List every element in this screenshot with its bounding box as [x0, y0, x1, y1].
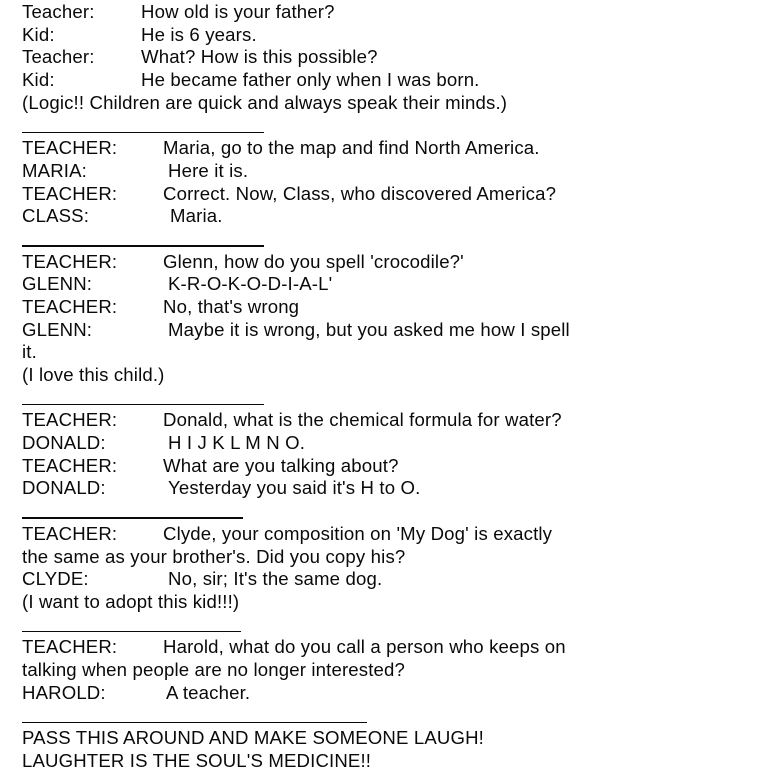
- section-divider: [22, 114, 762, 137]
- dialogue-line: [22, 319, 762, 342]
- dialogue-line: [22, 183, 762, 206]
- speaker-label: TEACHER:: [22, 522, 118, 544]
- joke-father-age: [22, 1, 762, 114]
- speaker-label: Kid:: [22, 23, 55, 45]
- speaker-label: CLASS:: [22, 205, 90, 227]
- dialogue-line: [22, 205, 762, 228]
- joke-north-america: [22, 137, 762, 228]
- dialogue-continuation: the same as your brother's. Did you copy his?: [22, 545, 406, 567]
- comment-note: (I love this child.): [22, 364, 165, 385]
- speaker-label: DONALD:: [22, 477, 106, 499]
- dialogue-text: Correct. Now, Class, who discovered America?: [163, 182, 557, 204]
- comment-note: (I want to adopt this kid!!!): [22, 590, 240, 612]
- dialogue-line: [22, 69, 762, 92]
- speaker-label: Teacher:: [22, 46, 95, 68]
- dialogue-text: Harold, what do you call a person who keeps on: [163, 636, 566, 658]
- joke-teacher-definition: [22, 636, 762, 704]
- section-divider: [22, 387, 762, 410]
- speaker-label: MARIA:: [22, 159, 87, 181]
- dialogue-line: [22, 682, 762, 705]
- speaker-label: GLENN:: [22, 273, 93, 295]
- dialogue-line: [22, 477, 762, 500]
- dialogue-line: [22, 523, 762, 546]
- dialogue-text: Glenn, how do you spell 'crocodile?': [163, 250, 464, 272]
- speaker-label: TEACHER:: [22, 182, 118, 204]
- dialogue-line: [22, 273, 762, 296]
- speaker-label: CLYDE:: [22, 568, 89, 590]
- dialogue-text: He became father only when I was born.: [141, 69, 480, 91]
- dialogue-line: [22, 568, 762, 591]
- dialogue-text: K-R-O-K-O-D-I-A-L': [168, 273, 333, 295]
- dialogue-text: What? How is this possible?: [141, 46, 378, 68]
- speaker-label: DONALD:: [22, 432, 106, 454]
- section-divider: [22, 704, 762, 727]
- joke-water-formula: [22, 409, 762, 500]
- dialogue-text: No, that's wrong: [163, 295, 300, 317]
- dialogue-text: Clyde, your composition on 'My Dog' is exactly: [163, 522, 553, 544]
- dialogue-line: [22, 636, 762, 659]
- joke-my-dog: [22, 523, 762, 614]
- dialogue-text: No, sir; It's the same dog.: [168, 568, 383, 590]
- joke-document: [22, 1, 762, 772]
- dialogue-text: Maria.: [170, 205, 223, 227]
- dialogue-text: A teacher.: [166, 681, 251, 703]
- speaker-label: HAROLD:: [22, 681, 106, 703]
- speaker-label: Kid:: [22, 69, 55, 91]
- dialogue-line: [22, 46, 762, 69]
- speaker-label: TEACHER:: [22, 295, 118, 317]
- dialogue-text: Maybe it is wrong, but you asked me how I spell: [168, 318, 570, 340]
- dialogue-line: [22, 409, 762, 432]
- dialogue-text: Yesterday you said it's H to O.: [168, 477, 421, 499]
- dialogue-line: [22, 432, 762, 455]
- dialogue-line: [22, 251, 762, 274]
- speaker-label: TEACHER:: [22, 137, 118, 159]
- dialogue-line: [22, 455, 762, 478]
- speaker-label: GLENN:: [22, 318, 93, 340]
- dialogue-line: [22, 137, 762, 160]
- comment-note: (Logic!! Children are quick and always speak their minds.): [22, 91, 508, 113]
- dialogue-text: Donald, what is the chemical formula for water?: [163, 409, 562, 431]
- dialogue-text: How old is your father?: [141, 1, 335, 22]
- speaker-label: TEACHER:: [22, 454, 118, 476]
- joke-crocodile: [22, 251, 762, 387]
- dialogue-text: Here it is.: [168, 159, 249, 181]
- closing-line: PASS THIS AROUND AND MAKE SOMEONE LAUGH!: [22, 727, 484, 748]
- dialogue-line: [22, 160, 762, 183]
- closing-message: [22, 727, 762, 772]
- dialogue-continuation: talking when people are no longer interested?: [22, 658, 406, 680]
- dialogue-line: [22, 1, 762, 24]
- speaker-label: Teacher:: [22, 1, 95, 22]
- dialogue-text: He is 6 years.: [141, 23, 257, 45]
- speaker-label: TEACHER:: [22, 409, 118, 431]
- dialogue-continuation: it.: [22, 341, 37, 363]
- speaker-label: TEACHER:: [22, 250, 118, 272]
- dialogue-text: Maria, go to the map and find North America.: [163, 137, 540, 159]
- closing-line: LAUGHTER IS THE SOUL'S MEDICINE!!: [22, 749, 372, 771]
- section-divider: [22, 500, 762, 523]
- section-divider: [22, 228, 762, 251]
- section-divider: [22, 614, 762, 637]
- dialogue-line: [22, 24, 762, 47]
- dialogue-text: What are you talking about?: [163, 454, 399, 476]
- dialogue-line: [22, 296, 762, 319]
- dialogue-text: H I J K L M N O.: [168, 432, 306, 454]
- speaker-label: TEACHER:: [22, 636, 118, 658]
